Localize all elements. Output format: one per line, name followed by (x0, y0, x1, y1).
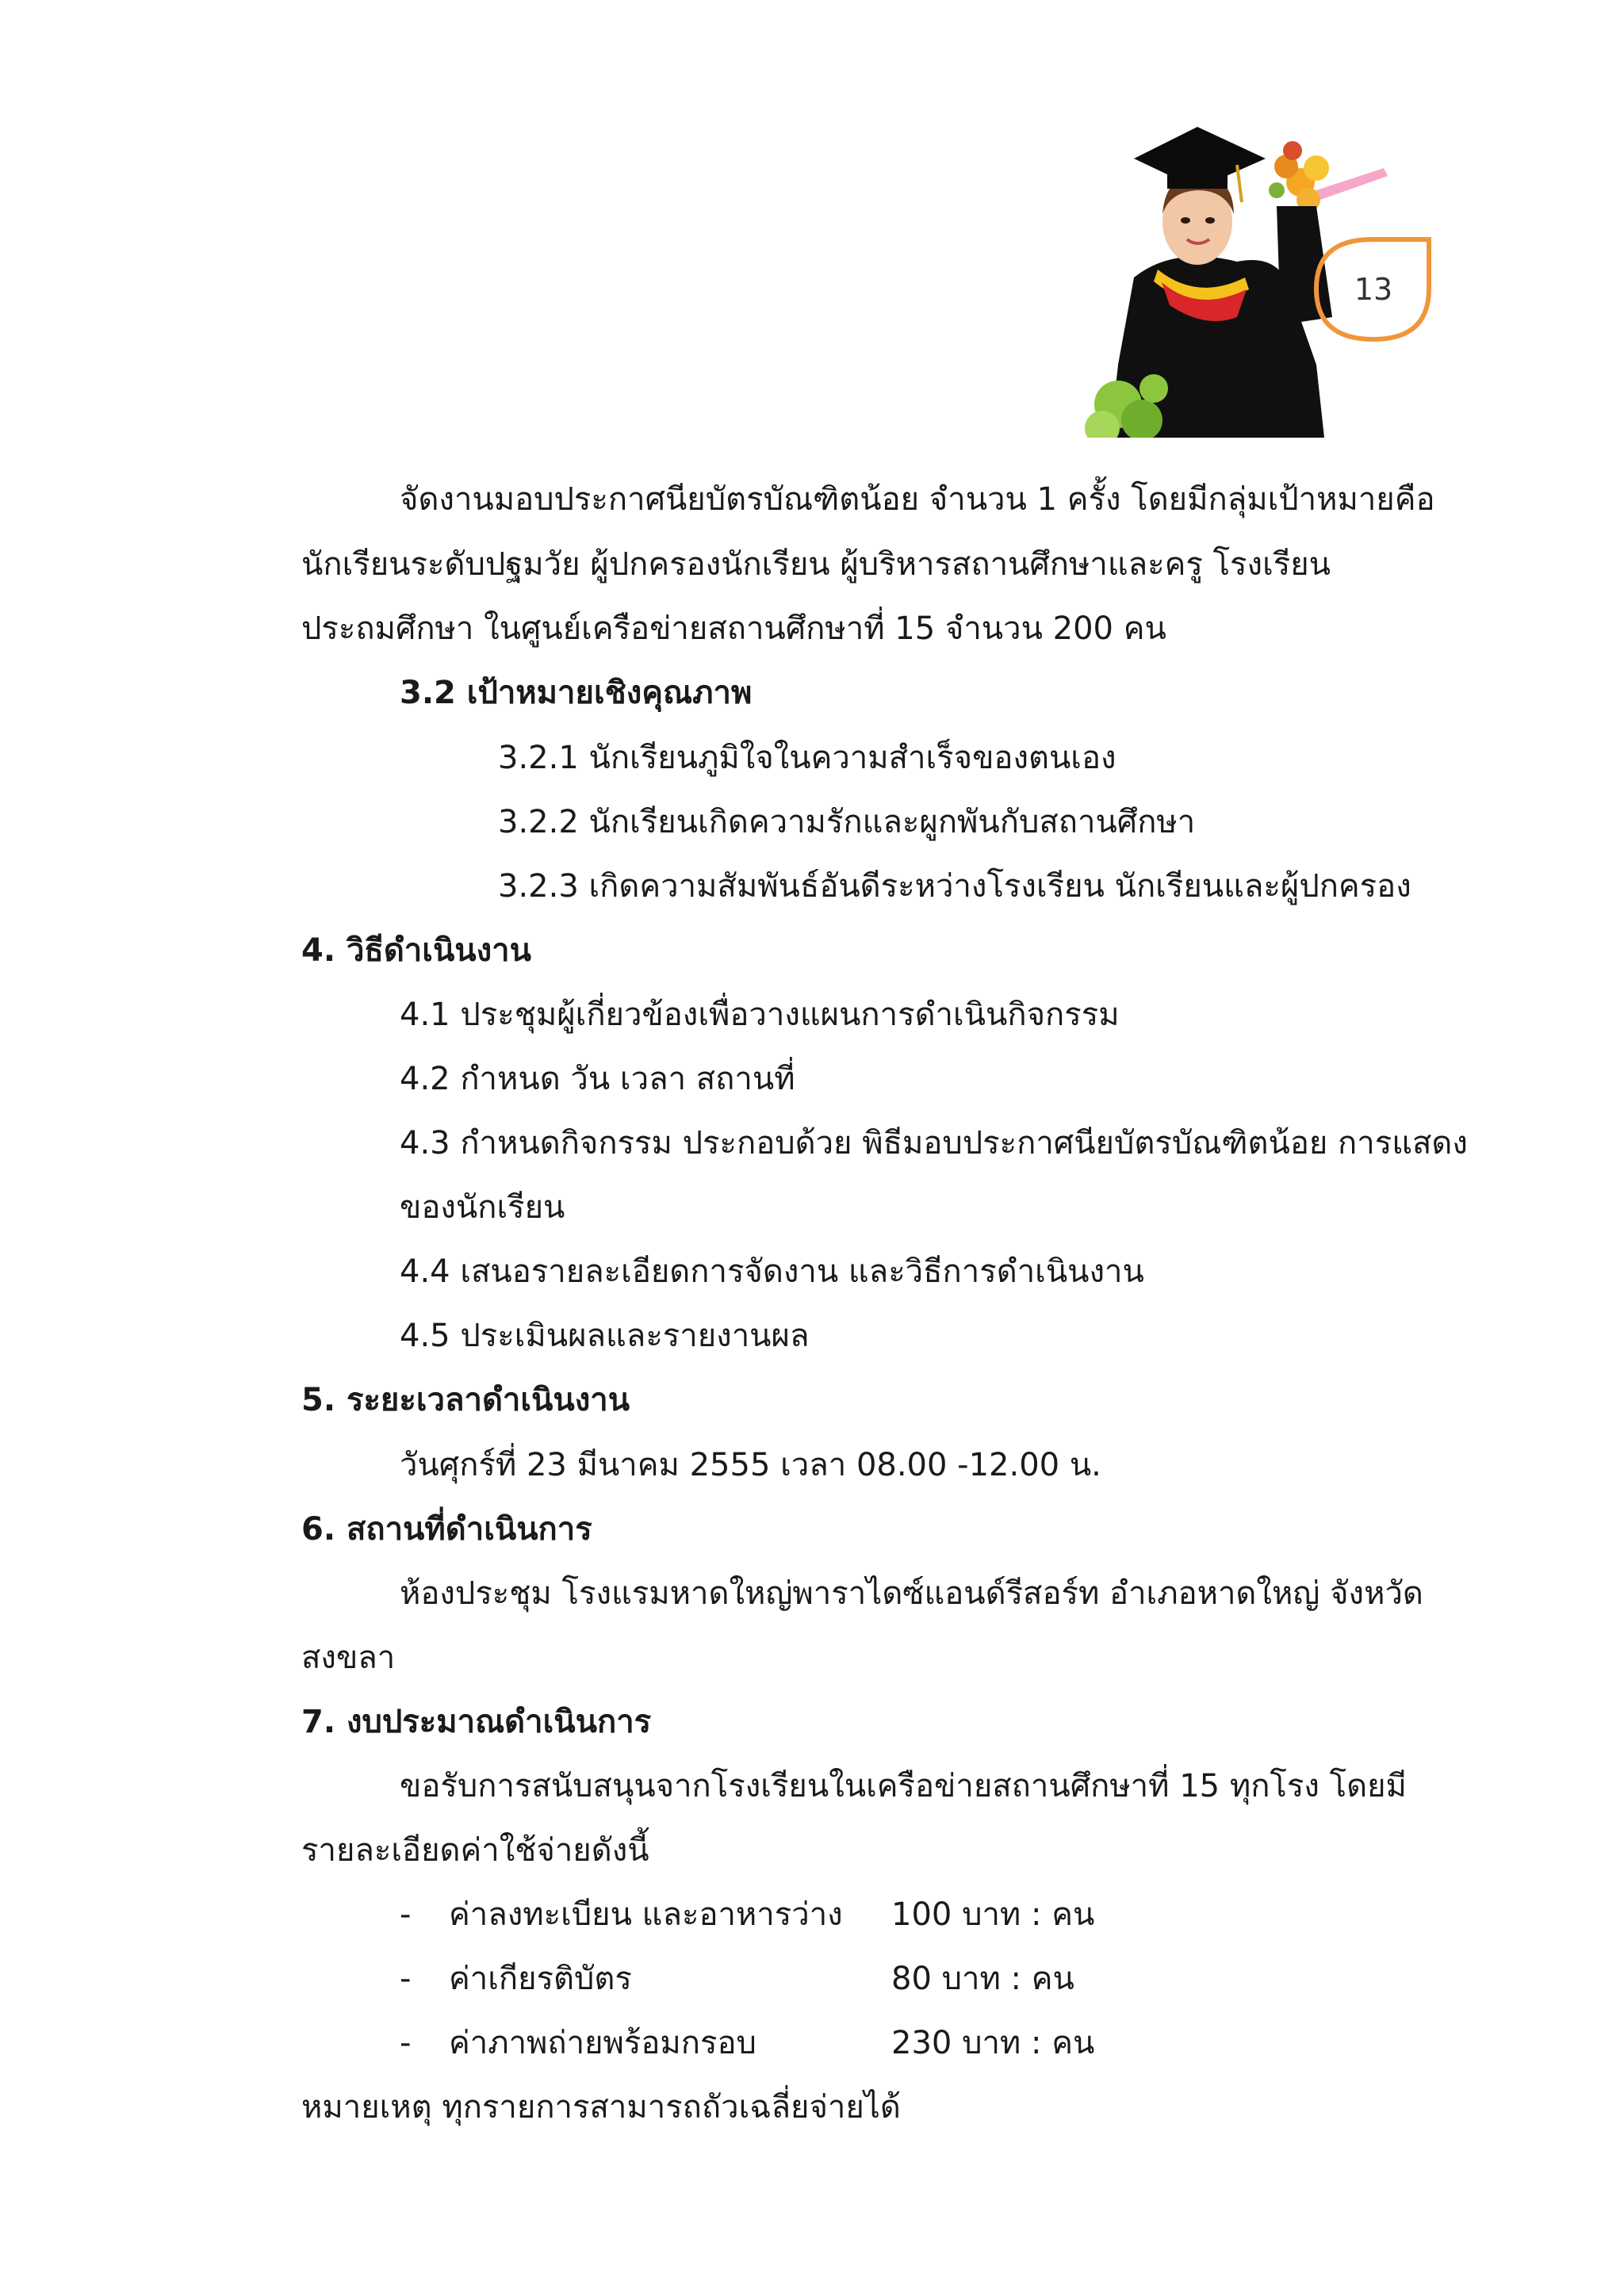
location-line-2: สงขลา (301, 1640, 396, 1676)
item-4-3-cont: ของนักเรียน (400, 1189, 565, 1226)
intro-line-1: จัดงานมอบประกาศนียบัตรบัณฑิตน้อย จำนวน 1 ครั้ง โดยมีกลุ่มเป้าหมายคือ (400, 481, 1435, 518)
intro-line-3: ประถมศึกษา ในศูนย์เครือข่ายสถานศึกษาที่ 15 จำนวน 200 คน (301, 610, 1166, 647)
item-4-5: 4.5 ประเมินผลและรายงานผล (400, 1318, 810, 1354)
heading-7: 7. งบประมาณดำเนินการ (301, 1704, 652, 1740)
page-number-badge (1310, 236, 1437, 344)
heading-5: 5. ระยะเวลาดำเนินงาน (301, 1382, 630, 1418)
intro-line-2: นักเรียนระดับปฐมวัย ผู้ปกครองนักเรียน ผู้บริหารสถานศึกษาและครู โรงเรียน (301, 546, 1331, 583)
heading-6: 6. สถานที่ดำเนินการ (301, 1511, 592, 1548)
budget-line-1: ขอรับการสนับสนุนจากโรงเรียนในเครือข่ายสถานศึกษาที่ 15 ทุกโรง โดยมี (400, 1768, 1407, 1804)
cost-label: ค่าลงทะเบียน และอาหารว่าง (449, 1896, 843, 1933)
item-4-1: 4.1 ประชุมผู้เกี่ยวข้องเพื่อวางแผนการดำเนินกิจกรรม (400, 997, 1120, 1033)
item-3-2-1: 3.2.1 นักเรียนภูมิใจในความสำเร็จของตนเอง (498, 740, 1116, 776)
item-3-2-2: 3.2.2 นักเรียนเกิดความรักและผูกพันกับสถานศึกษา (498, 804, 1196, 840)
schedule-text: วันศุกร์ที่ 23 มีนาคม 2555 เวลา 08.00 -12.00 น. (400, 1447, 1101, 1483)
heading-4: 4. วิธีดำเนินงาน (301, 932, 531, 969)
cost-dash: - (400, 1961, 412, 1997)
cost-label: ค่าภาพถ่ายพร้อมกรอบ (449, 2025, 756, 2061)
cost-amount: 80 บาท : คน (891, 1961, 1074, 1997)
budget-line-2: รายละเอียดค่าใช้จ่ายดังนี้ (301, 1832, 649, 1869)
item-4-3: 4.3 กำหนดกิจกรรม ประกอบด้วย พิธีมอบประกาศนียบัตรบัณฑิตน้อย การแสดง (400, 1125, 1468, 1161)
cost-label: ค่าเกียรติบัตร (449, 1961, 632, 1997)
heading-3-2: 3.2 เป้าหมายเชิงคุณภาพ (400, 675, 753, 711)
page-number: 13 (1354, 272, 1393, 307)
cost-dash: - (400, 2025, 412, 2061)
cost-amount: 230 บาท : คน (891, 2025, 1095, 2061)
budget-note: หมายเหตุ ทุกรายการสามารถถัวเฉลี่ยจ่ายได้ (301, 2089, 901, 2126)
location-line-1: ห้องประชุม โรงแรมหาดใหญ่พาราไดซ์แอนด์รีสอร์ท อำเภอหาดใหญ่ จังหวัด (400, 1575, 1423, 1612)
cost-amount: 100 บาท : คน (891, 1896, 1095, 1933)
cost-dash: - (400, 1896, 412, 1933)
item-4-4: 4.4 เสนอรายละเอียดการจัดงาน และวิธีการดำเนินงาน (400, 1253, 1144, 1290)
item-3-2-3: 3.2.3 เกิดความสัมพันธ์อันดีระหว่างโรงเรียน นักเรียนและผู้ปกครอง (498, 868, 1411, 905)
item-4-2: 4.2 กำหนด วัน เวลา สถานที่ (400, 1061, 795, 1097)
